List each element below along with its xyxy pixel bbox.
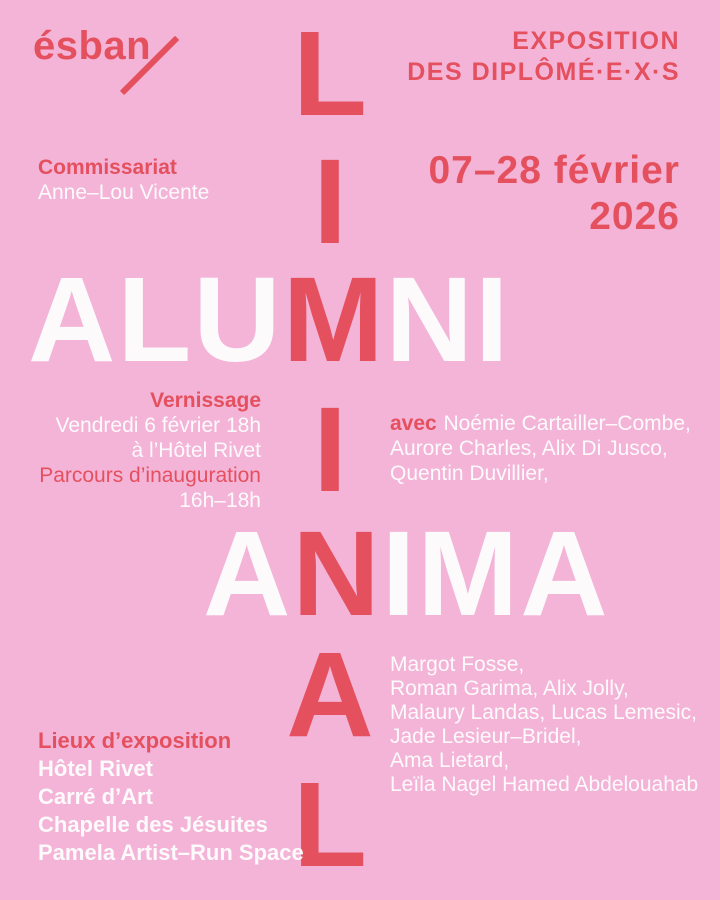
participants-continued-block bbox=[390, 653, 698, 797]
anima-pre: A bbox=[203, 505, 293, 641]
vernissage-hours: 16h–18h bbox=[179, 489, 261, 512]
participants-line8: Ama Lietard, bbox=[390, 749, 510, 772]
exposition-line1: EXPOSITION bbox=[512, 27, 680, 55]
vernissage-parcours: Parcours d’inauguration bbox=[39, 464, 261, 487]
esban-logo: ésban bbox=[33, 24, 152, 68]
vertical-letter-A: A bbox=[286, 626, 374, 762]
alumni-post: NI bbox=[385, 251, 511, 387]
title-anima bbox=[203, 505, 610, 641]
dates-line2: 2026 bbox=[589, 195, 680, 238]
venue-hotel-rivet: Hôtel Rivet bbox=[38, 756, 153, 781]
vernissage-heading: Vernissage bbox=[150, 389, 261, 412]
participants-names-1: Noémie Cartailler–Combe, bbox=[443, 412, 691, 435]
participants-line9: Leïla Nagel Hamed Abdelouahab bbox=[390, 773, 699, 796]
participants-line3: Quentin Duvillier, bbox=[390, 462, 549, 485]
vernissage-block bbox=[39, 388, 261, 513]
anima-post: IMA bbox=[381, 505, 610, 641]
title-alumni bbox=[28, 251, 511, 387]
curator-name: Anne–Lou Vicente bbox=[38, 181, 210, 204]
vertical-letter-I2: I bbox=[313, 381, 347, 517]
venues-block bbox=[38, 727, 304, 867]
exhibition-dates bbox=[428, 148, 680, 240]
alumni-shared-letter-m: M bbox=[282, 251, 386, 387]
participants-block bbox=[390, 411, 691, 486]
participants-line2: Aurore Charles, Alix Di Jusco, bbox=[390, 437, 668, 460]
participants-line4: Margot Fosse, bbox=[390, 653, 525, 676]
exposition-subtitle bbox=[407, 26, 680, 88]
vertical-letter-L1: L bbox=[293, 5, 367, 141]
exposition-line2: DES DIPLÔMÉ·E·X·S bbox=[407, 58, 680, 86]
vertical-letter-L2: L bbox=[293, 756, 367, 892]
venue-chapelle-jesuites: Chapelle des Jésuites bbox=[38, 812, 268, 837]
venues-heading: Lieux d’exposition bbox=[38, 728, 232, 753]
dates-line1: 07–28 février bbox=[428, 149, 680, 192]
commissariat-block bbox=[38, 155, 209, 205]
participants-line1 bbox=[390, 411, 691, 436]
participants-line5: Roman Garima, Alix Jolly, bbox=[390, 677, 629, 700]
alumni-pre: ALU bbox=[28, 251, 283, 387]
vernissage-date: Vendredi 6 février 18h bbox=[55, 414, 261, 437]
vertical-letter-I1: I bbox=[313, 133, 347, 269]
anima-shared-letter-n: N bbox=[292, 505, 382, 641]
avec-label: avec bbox=[390, 412, 437, 435]
venue-carre-dart: Carré d’Art bbox=[38, 784, 153, 809]
venue-pamela-space: Pamela Artist–Run Space bbox=[38, 840, 304, 865]
commissariat-label: Commissariat bbox=[38, 156, 177, 179]
vernissage-place: à l’Hôtel Rivet bbox=[131, 439, 261, 462]
participants-line6: Malaury Landas, Lucas Lemesic, bbox=[390, 701, 697, 724]
participants-line7: Jade Lesieur–Bridel, bbox=[390, 725, 582, 748]
